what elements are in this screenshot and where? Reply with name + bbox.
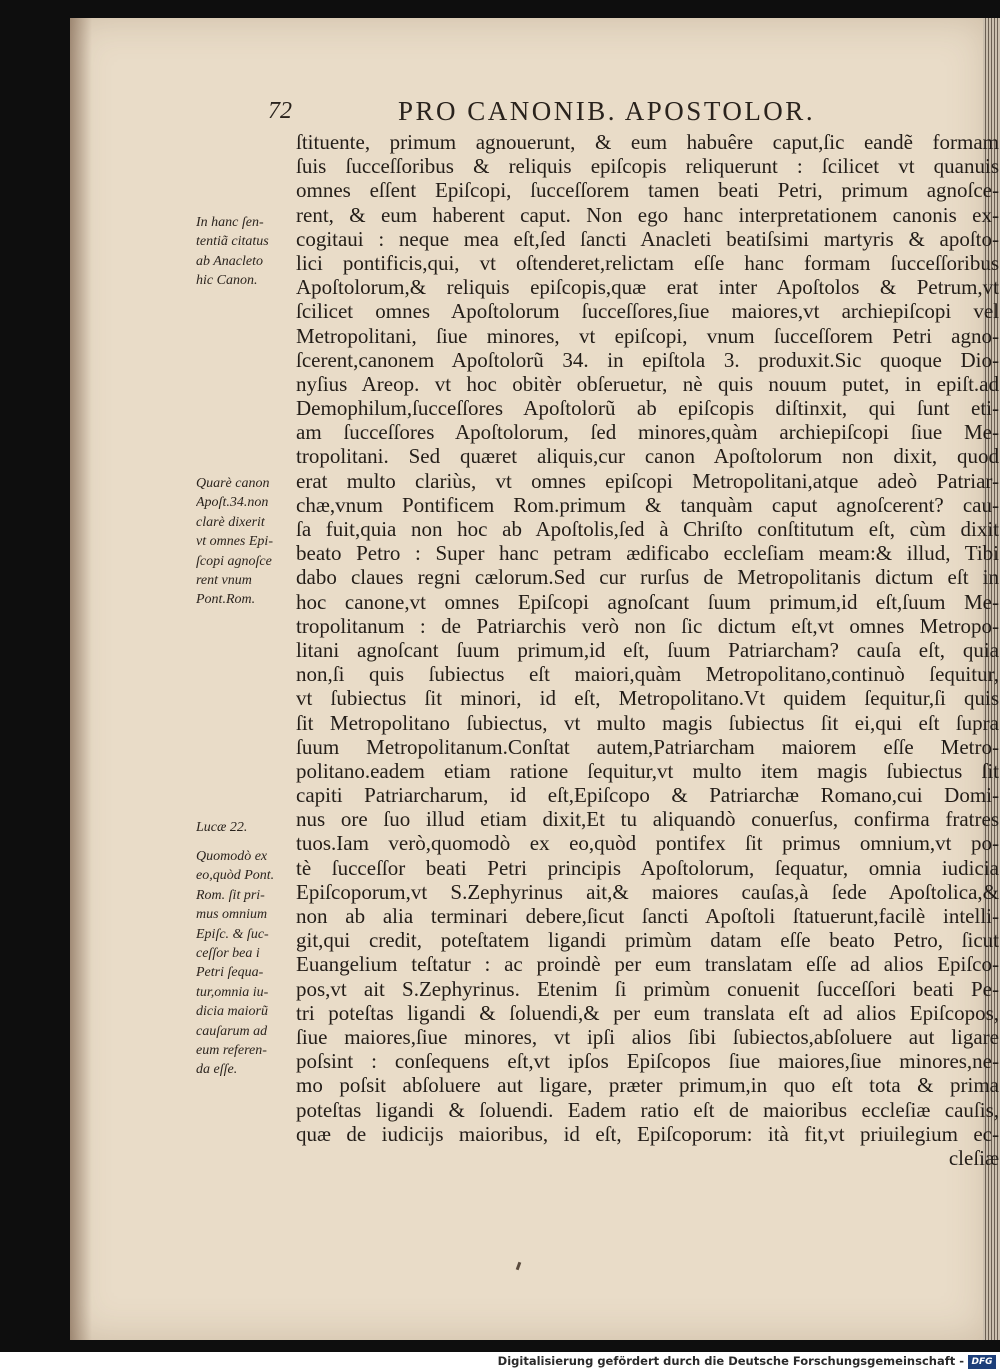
margin-note-line: clarè dixerit	[196, 514, 265, 530]
text-line: Euangelium teſtatur : ac proindè per eum translatam eſſe ad alios Epiſco-	[296, 952, 999, 977]
margin-note-line: hic Canon.	[196, 273, 258, 289]
text-line: lici pontificis,qui, vt oſtenderet,relictam eſſe hanc formam ſucceſſoribus	[296, 250, 999, 275]
text-line: rent, & eum haberent caput. Non ego hanc interpretationem canonis ex-	[296, 202, 999, 227]
text-line: tropolitanum : de Patriarchis verò non ſic dictum eſt,vt omnes Metropo-	[296, 613, 999, 638]
footer-bar	[0, 1352, 1000, 1372]
text-line: ſcerent,canonem Apoſtolorũ 34. in epiſtola 3. produxit.Sic quoque Dio-	[296, 347, 999, 372]
margin-note-line: rent vnum	[196, 572, 252, 588]
text-line: omnes eſſent Epiſcopi, ſucceſſorem tamen beati Petri, primum agnoſce-	[296, 178, 999, 203]
margin-note-line: In hanc ſen-	[196, 215, 264, 230]
margin-note-line: eo,quòd Pont.	[196, 868, 275, 884]
text-line: Epiſcoporum,vt S.Zephyrinus ait,& maiores cauſas,à ſede Apoſtolica,&	[296, 879, 999, 904]
margin-note-line: mus omnium	[196, 907, 268, 923]
margin-note-line: Quomodò ex	[196, 849, 268, 864]
text-line: Metropolitani, ſiue minores, vt epiſcopi, vnum ſucceſſorem Petri agno-	[296, 323, 999, 348]
margin-note-quare-canon	[196, 474, 296, 610]
margin-note-line: Apoſt.34.non	[196, 495, 269, 511]
margin-note-line: Petri ſequa-	[196, 965, 264, 981]
text-line: Apoſtolorum,& reliquis epiſcopis,quæ erat inter Apoſtolos & Petrum,vt	[296, 275, 999, 300]
margin-note-anacletus	[196, 213, 296, 291]
text-line: am ſucceſſores Apoſtolorum, ſed minores,quàm archiepiſcopi ſiue Me-	[296, 420, 999, 445]
footer-credit: Digitalisierung gefördert durch die Deutsche Forschungsgemeinschaft -	[497, 1354, 964, 1368]
text-line: non ab alia terminari debere,ſicut ſancti Apoſtoli ſtatuerunt,facilè intelli-	[296, 904, 999, 928]
text-line: ſa fuit,quia non hoc ab Apoſtolis,ſed à Chriſto conſtitutum eſt, cùm dixit	[296, 517, 999, 541]
margin-note-line: ab Anacleto	[196, 253, 264, 269]
text-line: ſtituente, primum agnouerunt, & eum habuêre caput,ſic eandẽ formam	[296, 130, 999, 154]
margin-note-line: Pont.Rom.	[196, 592, 256, 608]
margin-note-line: ſcopi agnoſce	[196, 553, 272, 569]
page-gutter-shadow	[70, 18, 92, 1340]
text-line: Demophilum,ſucceſſores Apoſtolorũ ab epiſcopis diſtinxit, qui ſunt eti-	[296, 396, 999, 421]
margin-note-line: Epiſc. & ſuc-	[196, 926, 269, 942]
text-line: capiti Patriarcharum, id eſt,Epiſcopo & Patriarchæ Romano,cui Domi-	[296, 783, 999, 808]
text-line: ſcilicet omnes Apoſtolorum ſucceſſores,ſiue maiores,vt archiepiſcopi vel	[296, 299, 999, 324]
running-head	[258, 98, 998, 132]
margin-note-line: eum referen-	[196, 1042, 267, 1058]
text-line: poteſtas ligandi & ſoluendi. Eadem ratio eſt de maioribus eccleſiæ cauſis,	[296, 1097, 999, 1122]
text-line: beato Petro : Super hanc petram ædificabo eccleſiam meam:& illud, Tibi	[296, 541, 999, 566]
margin-note-line: ceſſor bea i	[196, 945, 260, 961]
margin-note-line: vt omnes Epi-	[196, 534, 273, 550]
text-line: ſuis ſucceſſoribus & reliquis epiſcopis reliquerunt : ſcilicet vt quanuis	[296, 154, 999, 179]
text-line: cogitaui : neque mea eſt,ſed ſancti Anacleti beatiſsimi martyris & apoſto-	[296, 226, 999, 251]
text-line: erat multo clariùs, vt omnes epiſcopi Metropolitani,atque adeò Patriar-	[296, 468, 999, 493]
text-line: dabo claues regni cælorum.Sed cur rurſus de Metropolitanis dictum eſt in	[296, 565, 999, 590]
margin-note-line: Rom. ſit pri-	[196, 887, 265, 903]
running-head-title: PRO CANONIB. APOSTOLOR.	[398, 96, 816, 126]
text-line: poſsint : conſequens eſt,vt ipſos Epiſcopos ſiue maiores,ſiue minores,ne-	[296, 1049, 999, 1074]
margin-note-quomodo	[196, 847, 296, 1080]
text-line: hoc canone,vt omnes Epiſcopi agnoſcant ſuum primum,id eſt,ſuum Me-	[296, 589, 999, 614]
dfg-logo: DFG	[968, 1355, 996, 1369]
text-line: tropolitani. Sed quæret aliquis,cur canon Apoſtolorum non dixit, quod	[296, 444, 999, 469]
body-text	[296, 130, 999, 1170]
text-line: nyſius Areop. vt hoc obitèr obſeruetur, nè quis nouum putet, in epiſt.ad	[296, 371, 999, 396]
margin-note-line: cauſarum ad	[196, 1023, 268, 1039]
text-line: git,qui credit, poteſtatem ligandi primùm datam eſſe beato Petro, ſicut	[296, 928, 999, 953]
margin-note-line: tur,omnia iu-	[196, 984, 269, 1000]
text-line: ſiue maiores,ſiue minores, vt ipſi alios ſibi ſubiectos,abſoluere aut ligare	[296, 1024, 999, 1049]
margin-note-line: da eſſe.	[196, 1062, 238, 1078]
text-line: litani agnoſcant ſuum primum,id eſt, ſuum Patriarcham? cauſa eſt, quia	[296, 637, 999, 662]
text-line: nus ore ſuo illud etiam dixit,Et tu aliquandò conuerſus, confirma fratres	[296, 807, 999, 832]
text-line: tuos.Iam verò,quomodò ex eo,quòd pontifex ſit primus omnium,vt po-	[296, 831, 999, 856]
margin-note-lucae	[196, 818, 296, 837]
margin-note-line: tentiã citatus	[196, 234, 269, 250]
text-line: chæ,vnum Pontificem Rom.primum & tanquàm caput agnoſcerent? cau-	[296, 492, 999, 517]
margin-note-line: Lucæ 22.	[196, 820, 248, 835]
catchword: cleſiæ	[948, 1145, 999, 1170]
text-line: pos,vt ait S.Zephyrinus. Etenim ſi primùm conuenit ſucceſſori beati Pe-	[296, 976, 999, 1001]
text-line: vt ſubiectus ſit minori, id eſt, Metropolitano.Vt quidem ſequitur,ſi quis	[296, 686, 999, 711]
text-line: mo poſsit abſoluere aut ligare, præter primum,in quo eſt tota & prima	[296, 1073, 999, 1098]
text-line: quæ de iudicijs maioribus, id eſt, Epiſcoporum: ità fit,vt priuilegium ec-	[296, 1121, 999, 1146]
text-line: tri poteſtas ligandi & ſoluendi,& per eum translata eſt ad alios Epiſcopos,	[296, 1000, 999, 1025]
page-number: 72	[268, 98, 292, 124]
text-line: politano.eadem etiam ratione ſequitur,vt multo item magis ſubiectus ſit	[296, 758, 999, 783]
text-line: ſit Metropolitano ſubiectus, vt multo magis ſubiectus ſit ei,qui eſt ſupra	[296, 710, 999, 735]
margin-note-line: dicia maiorũ	[196, 1004, 268, 1020]
margin-note-line: Quarè canon	[196, 476, 270, 491]
text-line: ſuum Metropolitanum.Conſtat autem,Patriarcham maiorem eſſe Metro-	[296, 734, 999, 759]
text-line: non,ſi quis ſubiectus eſt maiori,quàm Metropolitano,continuò ſequitur,	[296, 662, 999, 687]
text-line: tè ſucceſſor beati Petri principis Apoſtolorum, ſequatur, omnia iudicia	[296, 855, 999, 880]
